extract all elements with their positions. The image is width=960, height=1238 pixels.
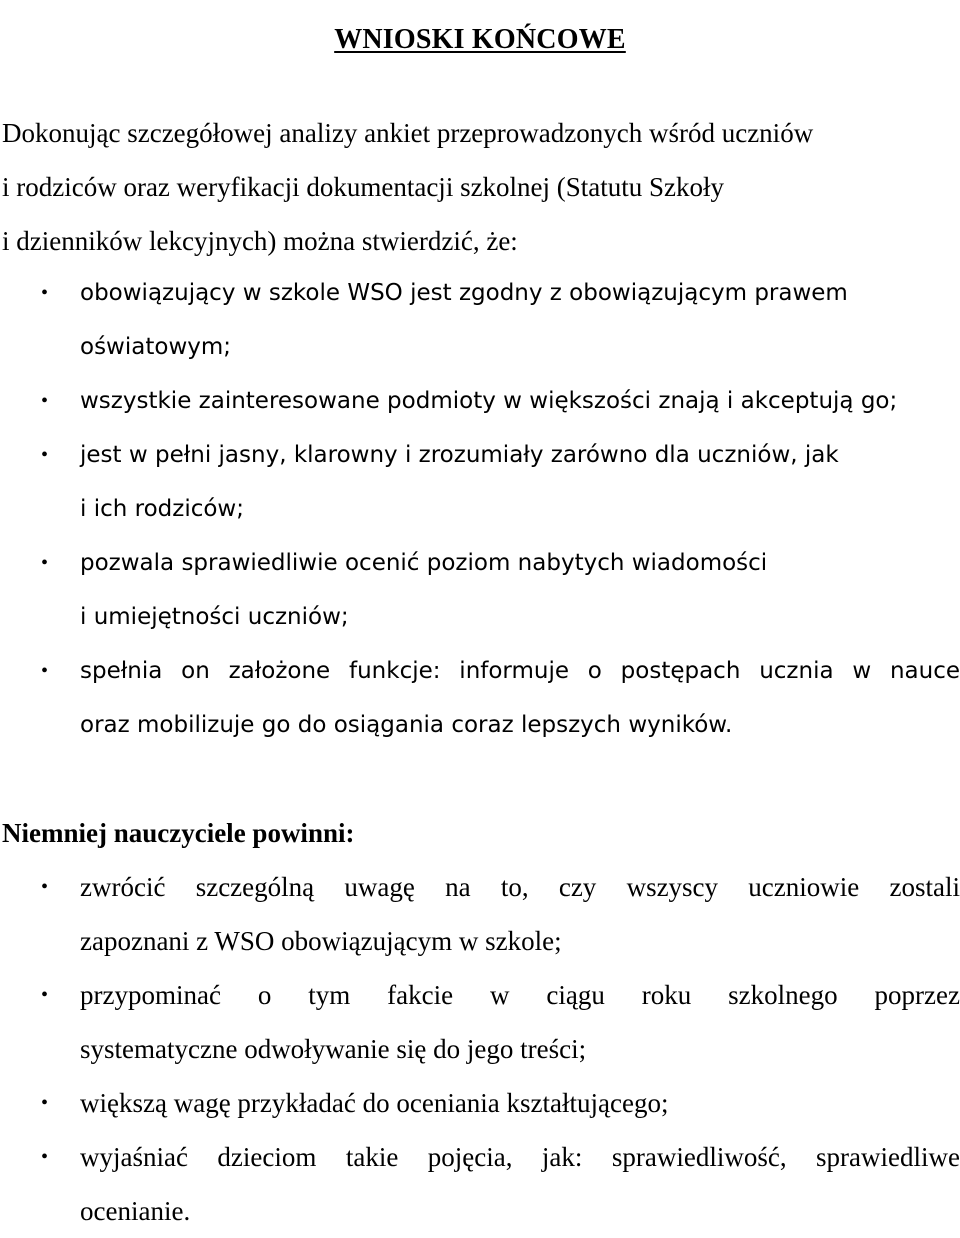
- intro-paragraph: [2, 106, 960, 268]
- recommendation-text: [80, 860, 960, 968]
- finding-text: [80, 428, 960, 536]
- recommendation-line: wyjaśniać dzieciom takie pojęcia, jak: sprawiedliwość, sprawiedliwe: [80, 1142, 960, 1172]
- document-title: WNIOSKI KOŃCOWE: [334, 23, 626, 55]
- recommendation-item: [0, 860, 960, 968]
- finding-line: pozwala sprawiedliwie ocenić poziom nabytych wiadomości: [80, 550, 768, 576]
- finding-item: [0, 644, 960, 752]
- recommendation-line: zwrócić szczególną uwagę na to, czy wszyscy uczniowie zostali: [80, 872, 960, 902]
- finding-line: obowiązujący w szkole WSO jest zgodny z obowiązującym prawem: [80, 280, 848, 306]
- bullet-icon: •: [41, 282, 49, 304]
- intro-line: i rodziców oraz weryfikacji dokumentacji szkolnej (Statutu Szkoły: [2, 172, 725, 202]
- recommendation-item: [0, 1076, 960, 1130]
- bullet-icon: •: [41, 552, 49, 574]
- finding-item: [0, 536, 960, 644]
- recommendations-list: [0, 860, 960, 1238]
- finding-text: [80, 374, 960, 428]
- finding-line: i ich rodziców;: [80, 496, 244, 522]
- recommendations-heading: Niemniej nauczyciele powinni:: [2, 818, 355, 848]
- finding-line: wszystkie zainteresowane podmioty w większości znają i akceptują go;: [80, 388, 898, 414]
- finding-line: oświatowym;: [80, 334, 232, 360]
- bullet-icon: •: [41, 984, 49, 1006]
- finding-text: [80, 536, 960, 644]
- recommendation-line: systematyczne odwoływanie się do jego treści;: [80, 1034, 587, 1064]
- finding-item: [0, 428, 960, 536]
- bullet-icon: •: [41, 444, 49, 466]
- finding-item: [0, 374, 960, 428]
- intro-line: Dokonując szczegółowej analizy ankiet przeprowadzonych wśród uczniów: [2, 118, 814, 148]
- bullet-icon: •: [41, 390, 49, 412]
- bullet-icon: •: [41, 1092, 49, 1114]
- recommendation-text: [80, 968, 960, 1076]
- recommendation-line: przypominać o tym fakcie w ciągu roku szkolnego poprzez: [80, 980, 960, 1010]
- recommendation-line: ocenianie.: [80, 1196, 191, 1226]
- bullet-icon: •: [41, 660, 49, 682]
- finding-line: i umiejętności uczniów;: [80, 604, 349, 630]
- intro-line: i dzienników lekcyjnych) można stwierdzić, że:: [2, 226, 518, 256]
- recommendation-text: [80, 1076, 960, 1130]
- recommendation-line: większą wagę przykładać do oceniania kształtującego;: [80, 1088, 669, 1118]
- bullet-icon: •: [41, 1146, 49, 1168]
- finding-line: jest w pełni jasny, klarowny i zrozumiały zarówno dla uczniów, jak: [80, 442, 839, 468]
- finding-text: [80, 266, 960, 374]
- finding-text: [80, 644, 960, 752]
- finding-line: oraz mobilizuje go do osiągania coraz lepszych wyników.: [80, 712, 733, 738]
- finding-item: [0, 266, 960, 374]
- finding-line: spełnia on założone funkcje: informuje o postępach ucznia w nauce: [80, 658, 960, 684]
- findings-list: [0, 266, 960, 752]
- recommendation-line: zapoznani z WSO obowiązującym w szkole;: [80, 926, 562, 956]
- bullet-icon: •: [41, 876, 49, 898]
- recommendation-item: [0, 968, 960, 1076]
